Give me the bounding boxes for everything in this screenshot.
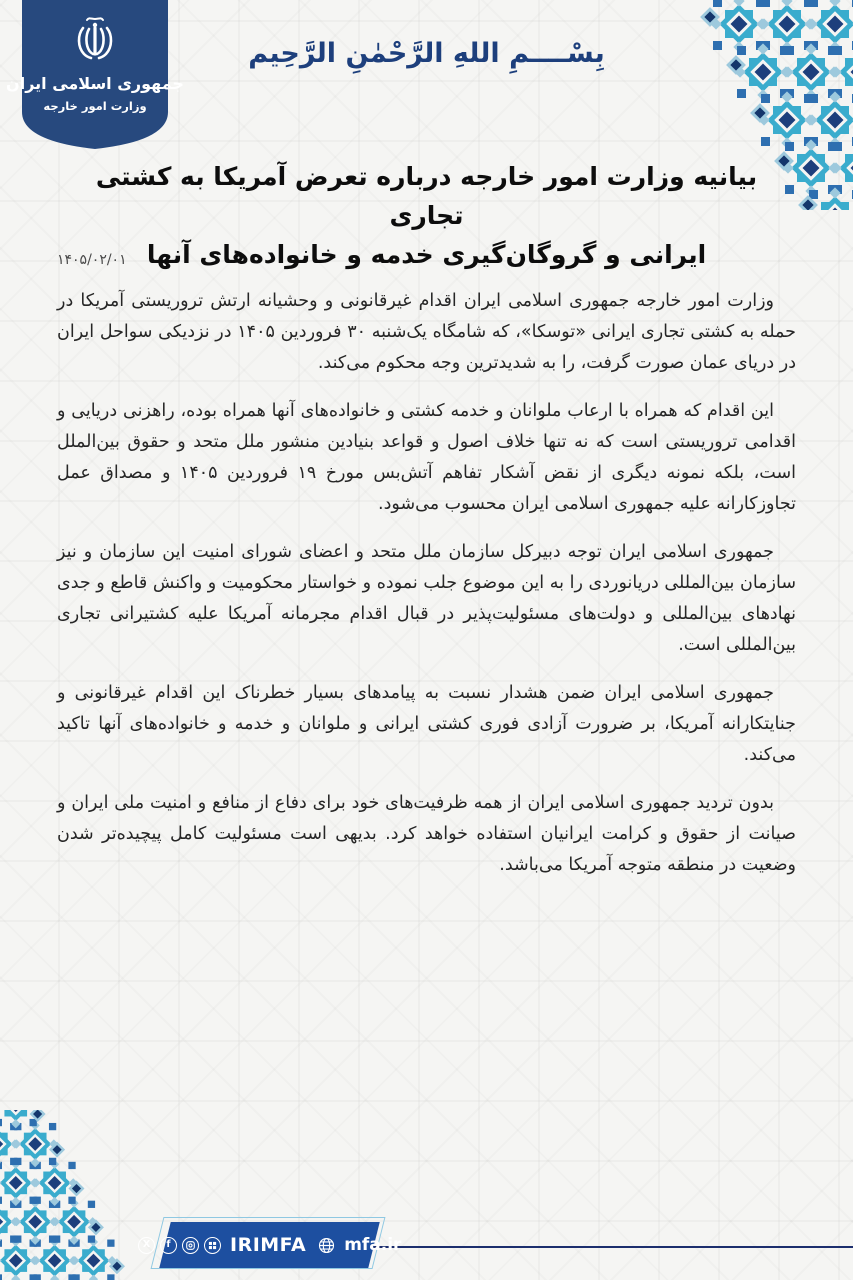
- footer-divider-line: [368, 1246, 853, 1248]
- paragraph-1: وزارت امور خارجه جمهوری اسلامی ایران اقدام غیرقانونی و وحشیانه ارتش تروریستی آمریکا در حمله به کشتی تجاری ایرانی «توسکا»، که شامگاه یک‌شنبه ۳۰ فروردین ۱۴۰۵ در نزدیکی سواحل ایران در دریای عمان صورت گرفت، را به شدیدترین وجه محکوم می‌کند.: [57, 291, 796, 373]
- org-department: وزارت امور خارجه: [43, 99, 147, 113]
- statement-title-line2: ایرانی و گروگان‌گیری خدمه و خانواده‌های آنها: [146, 240, 707, 269]
- statement-date: ۱۴۰۵/۰۲/۰۱: [57, 252, 127, 268]
- instagram-icon: [182, 1237, 199, 1254]
- paragraph-2: این اقدام که همراه با ارعاب ملوانان و خدمه کشتی و خانواده‌های آنها همراه بوده، راهزنی دریایی و اقدامی تروریستی است که نه تنها خلاف اصول و قواعد بنیادین منشور ملل متحد و حقوق بین‌الملل است، بلکه نمونه دیگری از نقض آشکار تفاهم آتش‌بس مورخ ۱۹ فروردین ۱۴۰۵ و مصداق عمل تجاوزکارانه علیه جمهوری اسلامی ایران محسوب می‌شود.: [57, 401, 796, 514]
- org-name: جمهوری اسلامی ایران: [6, 74, 184, 93]
- statement-title-line1: بیانیه وزارت امور خارجه درباره تعرض آمریکا به کشتی تجاری: [95, 162, 758, 230]
- mosaic-corner-bottom-left: [0, 1110, 140, 1280]
- paragraph-5: بدون تردید جمهوری اسلامی ایران از همه ظرفیت‌های خود برای دفاع از منافع و امنیت ملی ایران و صیانت از حقوق و کرامت ایرانیان استفاده خواهد کرد. بدیهی است مسئولیت کامل پیچیده‌تر شدن وضعیت در منطقه متوجه آمریکا می‌باشد.: [57, 793, 796, 875]
- website-url: mfa.ir: [343, 1235, 402, 1255]
- paragraph-4: جمهوری اسلامی ایران ضمن هشدار نسبت به پیامدهای بسیار خطرناک این اقدام غیرقانونی و جنایتکارانه آمریکا، بر ضرورت آزادی فوری کشتی ایرانی و ملوانان و خدمه و خانواده‌های آنها تاکید می‌کند.: [57, 683, 796, 765]
- x-icon: X: [138, 1237, 155, 1254]
- ministry-ribbon-badge: [6, 0, 184, 152]
- statement-title: [57, 157, 796, 274]
- facebook-icon: f: [160, 1237, 177, 1254]
- paragraph-3: جمهوری اسلامی ایران توجه دبیرکل سازمان ملل متحد و اعضای شورای امنیت این سازمان و نیز سازمان بین‌المللی دریانوردی را به این موضوع جلب نموده و خواستار محکومیت و واکنش قاطع و جدی نهادهای بین‌المللی و دولت‌های مسئولیت‌پذیر در قبال اقدام مجرمانه آمریکا علیه کشتیرانی تجاری بین‌المللی است.: [57, 542, 796, 655]
- social-handle: IRIMFA: [229, 1234, 306, 1256]
- globe-icon: [318, 1237, 335, 1254]
- aparat-grid-icon: [204, 1237, 221, 1254]
- footer-contact-badge: [142, 1222, 402, 1268]
- statement-body: [57, 286, 796, 898]
- bismillah-calligraphy: بِسْــــمِ اللهِ الرَّحْمٰنِ الرَّحِيم: [248, 38, 605, 69]
